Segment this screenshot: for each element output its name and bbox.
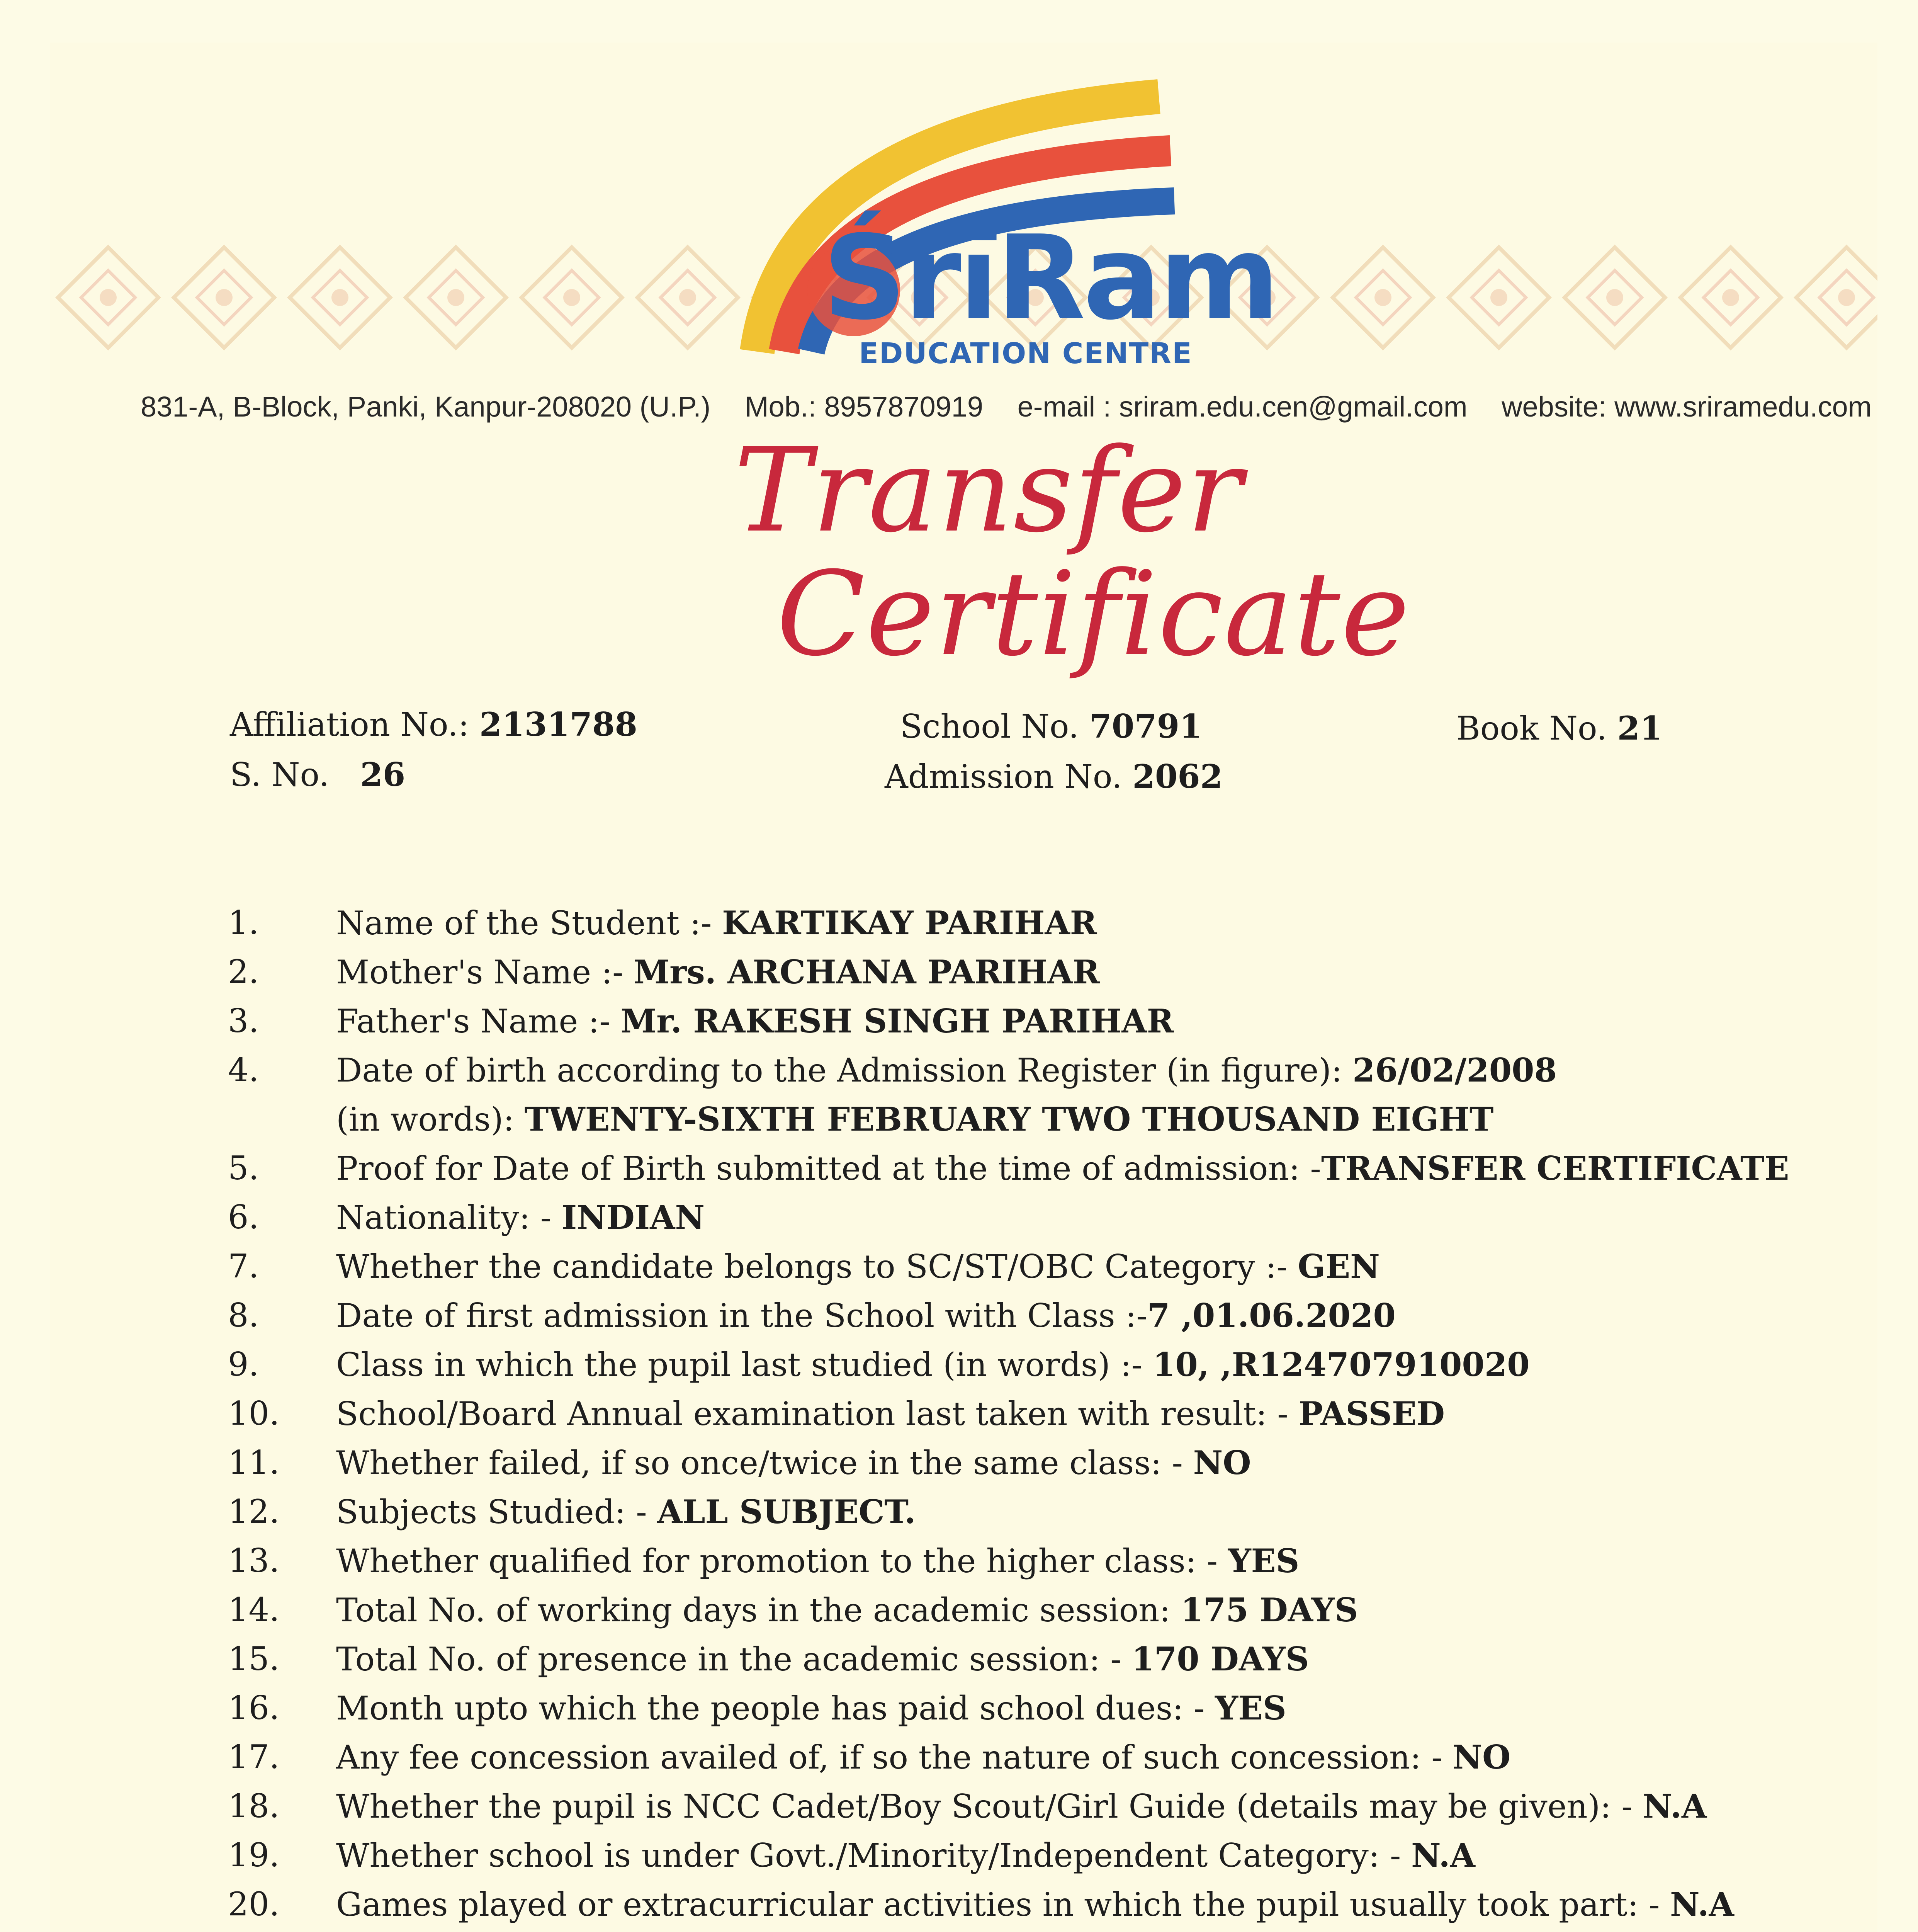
school-email: e-mail : sriram.edu.cen@gmail.com: [1017, 391, 1468, 423]
item-value: 170 DAYS: [1131, 1640, 1309, 1678]
school-number-field: [900, 701, 1202, 752]
item-label: Name of the Student :-: [336, 904, 712, 942]
school-number-label: School No.: [900, 707, 1079, 745]
item-value: KARTIKAY PARIHAR: [722, 904, 1097, 942]
item-value: Mrs. ARCHANA PARIHAR: [634, 953, 1100, 991]
item-row: [228, 1733, 1831, 1782]
item-value: 10, ,R124707910020: [1152, 1345, 1530, 1384]
item-value: N.A: [1643, 1787, 1707, 1825]
school-address: 831-A, B-Block, Panki, Kanpur-208020 (U.P.): [141, 391, 711, 423]
item-row: [228, 997, 1831, 1046]
item-value: NO: [1453, 1738, 1511, 1776]
item-row: [228, 1340, 1831, 1389]
item-value: 7 ,01.06.2020: [1147, 1296, 1396, 1335]
item-value: PASSED: [1298, 1395, 1445, 1433]
admission-number-value: 2062: [1132, 757, 1223, 796]
title-line-2: Certificate: [776, 547, 1410, 682]
item-number: 19.: [228, 1836, 280, 1874]
item-label: Whether failed, if so once/twice in the same class: -: [336, 1444, 1183, 1482]
item-row: [228, 1929, 1831, 1932]
certificate-title: [734, 423, 1410, 682]
item-label: Whether school is under Govt./Minority/Independent Category: -: [336, 1837, 1401, 1874]
item-label: Nationality: -: [336, 1199, 552, 1236]
item-label: Proof for Date of Birth submitted at the time of admission: -: [336, 1150, 1321, 1187]
item-value: N.A: [1670, 1885, 1734, 1923]
item-value: ALL SUBJECT.: [657, 1493, 916, 1531]
item-value: TRANSFER CERTIFICATE: [1321, 1149, 1789, 1187]
brand-name: ŚrīRam: [823, 211, 1278, 345]
item-row: [228, 1487, 1831, 1536]
item-row: [228, 1536, 1831, 1585]
book-number-value: 21: [1617, 709, 1663, 747]
affiliation-label: Affiliation No.:: [230, 706, 469, 743]
item-label: Total No. of presence in the academic session: -: [336, 1640, 1121, 1678]
item-label: School/Board Annual examination last taken with result: -: [336, 1395, 1288, 1433]
item-value: INDIAN: [561, 1198, 705, 1236]
item-number: 18.: [228, 1787, 280, 1825]
school-website: website: www.sriramedu.com: [1502, 391, 1872, 423]
affiliation-value: 2131788: [479, 705, 637, 743]
item-number: 17.: [228, 1738, 280, 1776]
item-value: Mr. RAKESH SINGH PARIHAR: [620, 1002, 1174, 1040]
item-number: 12.: [228, 1493, 280, 1531]
item-row: [228, 1634, 1831, 1684]
item-row: [228, 1585, 1831, 1634]
item-row: [228, 1291, 1831, 1340]
item-number: 5.: [228, 1149, 259, 1187]
school-number-value: 70791: [1089, 707, 1202, 745]
item-number: 13.: [228, 1542, 280, 1580]
item-number: 8.: [228, 1296, 259, 1334]
item-value: YES: [1228, 1542, 1300, 1580]
item-value: NO: [1193, 1444, 1251, 1482]
item-row: [228, 1438, 1831, 1487]
item-number: 16.: [228, 1689, 280, 1727]
item-label: Subjects Studied: -: [336, 1493, 647, 1531]
book-number-field: [1456, 703, 1662, 753]
item-number: 2.: [228, 953, 259, 991]
item-value: YES: [1215, 1689, 1286, 1727]
brand-block: [823, 211, 1278, 371]
item-label: Whether the candidate belongs to SC/ST/OBC Category :-: [336, 1248, 1288, 1286]
item-number: 7.: [228, 1247, 259, 1285]
contact-line: [127, 390, 1872, 423]
serial-field: [230, 750, 405, 800]
item-number: 1.: [228, 904, 259, 942]
serial-label: S. No.: [230, 756, 330, 794]
item-row: [228, 1242, 1831, 1291]
item-value: TWENTY-SIXTH FEBRUARY TWO THOUSAND EIGHT: [524, 1100, 1494, 1138]
item-label: Class in which the pupil last studied (in words) :-: [336, 1346, 1143, 1384]
item-label: Any fee concession availed of, if so the nature of such concession: -: [336, 1738, 1442, 1776]
item-label: Date of birth according to the Admission Register (in figure):: [336, 1051, 1342, 1089]
item-number: 15.: [228, 1640, 280, 1678]
item-row: [228, 1095, 1831, 1144]
item-label: (in words):: [336, 1100, 515, 1138]
item-row: [228, 898, 1831, 947]
item-label: Total No. of working days in the academic session:: [336, 1591, 1171, 1629]
item-label: Whether qualified for promotion to the higher class: -: [336, 1542, 1218, 1580]
item-label: Mother's Name :-: [336, 953, 623, 991]
item-row: [228, 1193, 1831, 1242]
item-number: 14.: [228, 1591, 280, 1629]
item-row: [228, 1389, 1831, 1438]
item-row: [228, 1046, 1831, 1095]
item-row: [228, 1782, 1831, 1831]
item-number: 4.: [228, 1051, 259, 1089]
item-number: [228, 1929, 305, 1932]
admission-number-label: Admission No.: [885, 758, 1122, 796]
item-number: 11.: [228, 1444, 280, 1481]
item-number: 3.: [228, 1002, 259, 1040]
item-number: 20.: [228, 1885, 280, 1923]
item-value: N.A: [1411, 1836, 1475, 1874]
book-number-label: Book No.: [1456, 709, 1607, 747]
title-line-1: Transfer: [734, 423, 1243, 558]
item-row: [228, 1684, 1831, 1733]
item-label: Whether the pupil is NCC Cadet/Boy Scout/Girl Guide (details may be given): -: [336, 1787, 1633, 1825]
item-value: GEN: [1298, 1247, 1380, 1286]
item-number: 10.: [228, 1395, 280, 1432]
item-number: 6.: [228, 1198, 259, 1236]
item-row: [228, 947, 1831, 997]
item-label: Father's Name :-: [336, 1002, 610, 1040]
item-label: Month upto which the people has paid school dues: -: [336, 1689, 1205, 1727]
item-label: Date of first admission in the School with Class :-: [336, 1297, 1147, 1335]
item-label: Games played or extracurricular activities in which the pupil usually took part: -: [336, 1886, 1660, 1923]
school-mobile: Mob.: 8957870919: [744, 391, 984, 423]
item-value: 26/02/2008: [1352, 1051, 1557, 1089]
brand-subtitle: EDUCATION CENTRE: [859, 337, 1193, 370]
admission-number-field: [885, 752, 1223, 802]
item-row: [228, 1144, 1831, 1193]
item-row: [228, 1880, 1831, 1929]
item-value: 175 DAYS: [1181, 1591, 1358, 1629]
affiliation-field: [230, 699, 637, 750]
certificate-items: [228, 898, 1831, 1932]
serial-value: 26: [360, 755, 406, 794]
item-row: [228, 1831, 1831, 1880]
item-number: 9.: [228, 1345, 259, 1383]
